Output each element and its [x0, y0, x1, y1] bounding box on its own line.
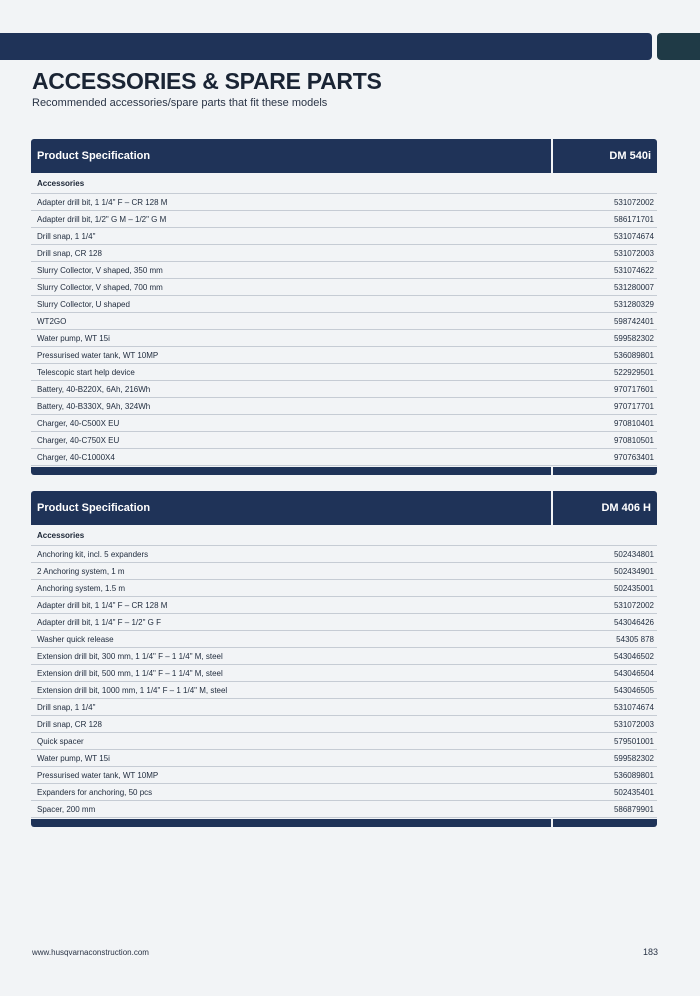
table-row: [31, 313, 657, 330]
table-row: [31, 784, 657, 801]
footer-bar-right: [553, 467, 657, 475]
part-number: 970810401: [613, 418, 654, 428]
spec-table-header: [31, 139, 657, 173]
table-rows: [31, 546, 657, 818]
spec-label: Product Specification: [31, 491, 551, 525]
item-name: Water pump, WT 15i: [37, 333, 110, 343]
item-name: Adapter drill bit, 1 1/4" F – 1/2" G F: [37, 617, 161, 627]
part-number: 502434901: [613, 566, 654, 576]
item-name: Drill snap, 1 1/4": [37, 231, 96, 241]
table-row: [31, 279, 657, 296]
part-number: 531072002: [613, 600, 654, 610]
part-number: 54305 878: [616, 634, 654, 644]
item-name: Drill snap, CR 128: [37, 719, 102, 729]
section-label: Accessories: [31, 525, 657, 546]
table-row: [31, 194, 657, 211]
item-name: Charger, 40-C500X EU: [37, 418, 120, 428]
item-name: Expanders for anchoring, 50 pcs: [37, 787, 153, 797]
item-name: Spacer, 200 mm: [37, 804, 96, 814]
spec-table-footer: [31, 819, 657, 827]
item-name: Charger, 40-C1000X4: [37, 452, 115, 462]
item-name: Drill snap, CR 128: [37, 248, 102, 258]
item-name: Extension drill bit, 300 mm, 1 1/4" F – 1 1/4" M, steel: [37, 651, 223, 661]
part-number: 531072002: [613, 197, 654, 207]
part-number: 970717701: [613, 401, 654, 411]
section-label: Accessories: [31, 173, 657, 194]
table-row: [31, 211, 657, 228]
spec-table-dm540i: [31, 139, 657, 475]
table-row: [31, 631, 657, 648]
table-row: [31, 767, 657, 784]
top-banner-bar: [0, 33, 652, 60]
table-row: [31, 398, 657, 415]
footer-website-link[interactable]: www.husqvarnaconstruction.com: [32, 948, 149, 957]
part-number: 579501001: [613, 736, 654, 746]
table-row: [31, 597, 657, 614]
table-row: [31, 347, 657, 364]
table-row: [31, 563, 657, 580]
item-name: Slurry Collector, V shaped, 700 mm: [37, 282, 163, 292]
spec-label: Product Specification: [31, 139, 551, 173]
spec-table-header: [31, 491, 657, 525]
item-name: WT2GO: [37, 316, 67, 326]
page-subtitle: Recommended accessories/spare parts that fit these models: [32, 97, 328, 109]
table-row: [31, 614, 657, 631]
table-row: [31, 665, 657, 682]
part-number: 543046505: [613, 685, 654, 695]
item-name: Telescopic start help device: [37, 367, 135, 377]
table-row: [31, 699, 657, 716]
model-name: DM 540i: [553, 139, 657, 173]
model-name: DM 406 H: [553, 491, 657, 525]
part-number: 598742401: [613, 316, 654, 326]
table-row: [31, 580, 657, 597]
table-row: [31, 330, 657, 347]
page-title: ACCESSORIES & SPARE PARTS: [32, 68, 382, 94]
part-number: 970717601: [613, 384, 654, 394]
part-number: 586879901: [613, 804, 654, 814]
item-name: Drill snap, 1 1/4": [37, 702, 96, 712]
table-row: [31, 449, 657, 466]
part-number: 543046504: [613, 668, 654, 678]
table-row: [31, 245, 657, 262]
part-number: 536089801: [613, 350, 654, 360]
table-row: [31, 648, 657, 665]
item-name: Adapter drill bit, 1 1/4" F – CR 128 M: [37, 197, 168, 207]
part-number: 543046502: [613, 651, 654, 661]
item-name: Slurry Collector, U shaped: [37, 299, 130, 309]
item-name: Washer quick release: [37, 634, 114, 644]
item-name: Battery, 40-B330X, 9Ah, 324Wh: [37, 401, 151, 411]
item-name: Water pump, WT 15i: [37, 753, 110, 763]
item-name: Adapter drill bit, 1 1/4" F – CR 128 M: [37, 600, 168, 610]
part-number: 599582302: [613, 333, 654, 343]
spec-table-footer: [31, 467, 657, 475]
part-number: 531280007: [613, 282, 654, 292]
spec-table-dm406h: [31, 491, 657, 827]
table-row: [31, 228, 657, 245]
table-row: [31, 364, 657, 381]
item-name: Extension drill bit, 500 mm, 1 1/4" F – 1 1/4" M, steel: [37, 668, 223, 678]
table-row: [31, 716, 657, 733]
item-name: Charger, 40-C750X EU: [37, 435, 120, 445]
item-name: Quick spacer: [37, 736, 84, 746]
item-name: Slurry Collector, V shaped, 350 mm: [37, 265, 163, 275]
item-name: Pressurised water tank, WT 10MP: [37, 350, 159, 360]
table-row: [31, 262, 657, 279]
table-row: [31, 381, 657, 398]
item-name: Anchoring kit, incl. 5 expanders: [37, 549, 149, 559]
footer-bar-left: [31, 819, 551, 827]
part-number: 531074674: [613, 231, 654, 241]
table-row: [31, 296, 657, 313]
part-number: 522929501: [613, 367, 654, 377]
page-number: 183: [642, 947, 658, 957]
item-name: Battery, 40-B220X, 6Ah, 216Wh: [37, 384, 151, 394]
item-name: Adapter drill bit, 1/2" G M – 1/2" G M: [37, 214, 167, 224]
item-name: Pressurised water tank, WT 10MP: [37, 770, 159, 780]
table-row: [31, 750, 657, 767]
table-row: [31, 546, 657, 563]
part-number: 599582302: [613, 753, 654, 763]
part-number: 543046426: [613, 617, 654, 627]
table-row: [31, 733, 657, 750]
part-number: 531280329: [613, 299, 654, 309]
item-name: Extension drill bit, 1000 mm, 1 1/4" F – 1 1/4" M, steel: [37, 685, 228, 695]
part-number: 502435001: [613, 583, 654, 593]
table-row: [31, 432, 657, 449]
footer-bar-left: [31, 467, 551, 475]
part-number: 970763401: [613, 452, 654, 462]
part-number: 531072003: [613, 719, 654, 729]
table-row: [31, 801, 657, 818]
part-number: 531074622: [613, 265, 654, 275]
table-row: [31, 682, 657, 699]
part-number: 970810501: [613, 435, 654, 445]
part-number: 586171701: [613, 214, 654, 224]
item-name: Anchoring system, 1.5 m: [37, 583, 126, 593]
top-corner-tab: [657, 33, 700, 60]
item-name: 2 Anchoring system, 1 m: [37, 566, 125, 576]
part-number: 536089801: [613, 770, 654, 780]
part-number: 502435401: [613, 787, 654, 797]
footer-bar-right: [553, 819, 657, 827]
part-number: 502434801: [613, 549, 654, 559]
part-number: 531074674: [613, 702, 654, 712]
table-rows: [31, 194, 657, 466]
table-row: [31, 415, 657, 432]
part-number: 531072003: [613, 248, 654, 258]
